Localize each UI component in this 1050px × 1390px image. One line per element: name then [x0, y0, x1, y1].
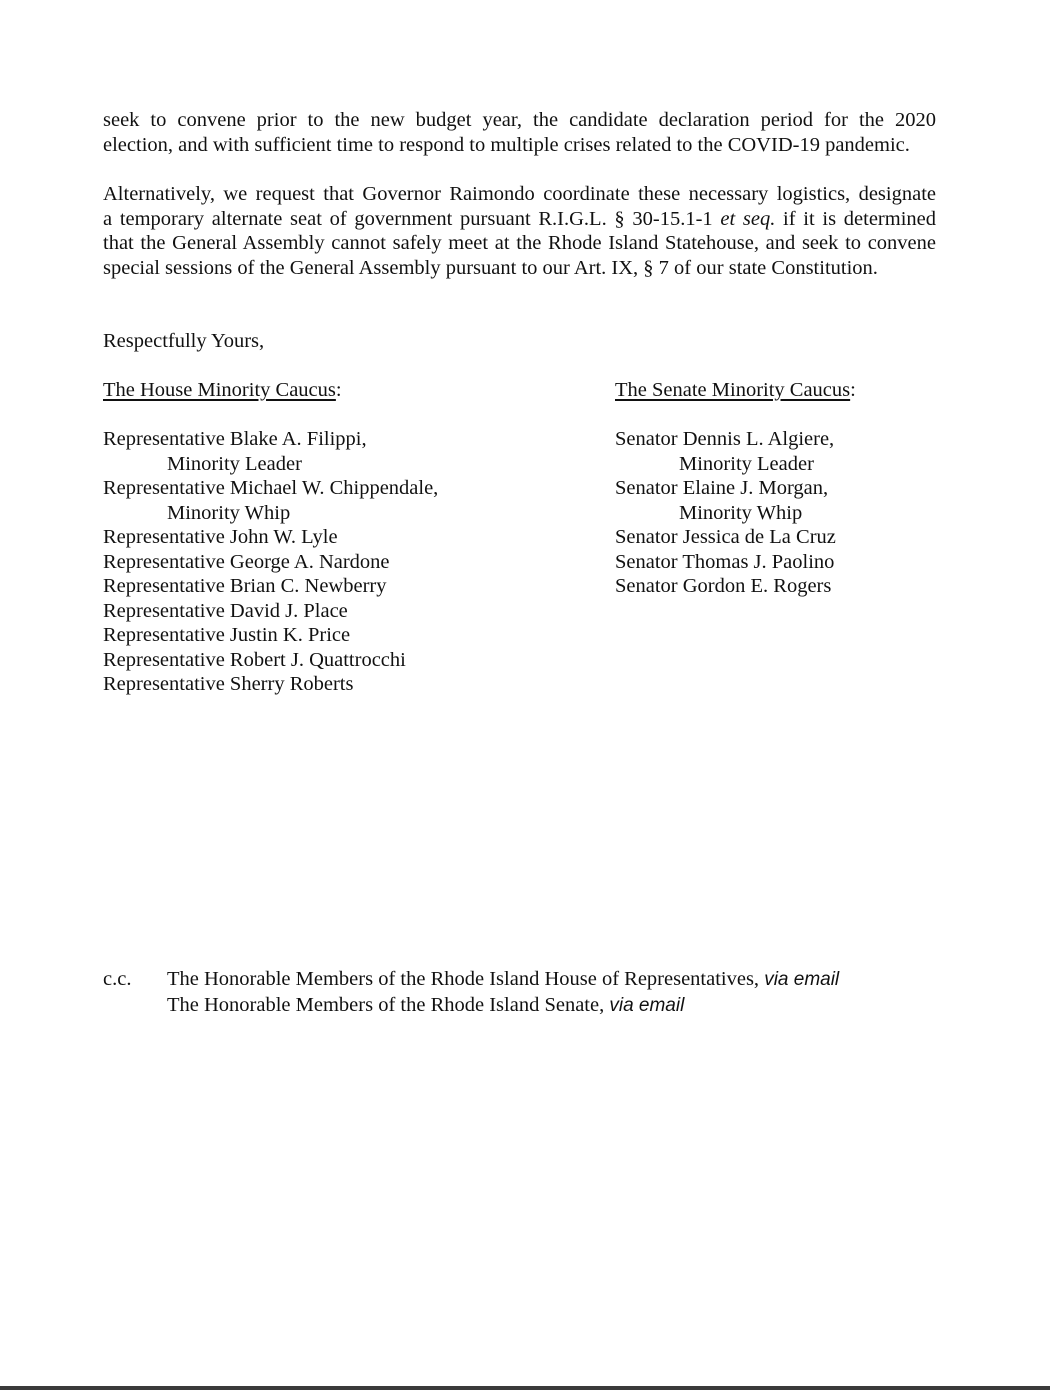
senate-caucus-block: [615, 378, 856, 599]
member-name: Representative Robert J. Quattrocchi: [103, 648, 406, 671]
paragraph-line: Alternatively, we request that Governor Raimondo coordinate these necessary logistics, designate: [103, 183, 936, 205]
member-entry: [615, 476, 856, 525]
senate-member-list: [615, 427, 856, 599]
paragraph-italic-text: et seq.: [720, 207, 776, 230]
cc-recipient-senate: [167, 993, 839, 1019]
member-name: Senator Gordon E. Rogers: [615, 575, 832, 597]
viewer-bottom-edge: [0, 1386, 1050, 1390]
member-entry: [103, 574, 438, 599]
member-name: Representative Michael W. Chippendale,: [103, 477, 439, 499]
member-name: Representative Brian C. Newberry: [103, 575, 387, 597]
member-entry: [103, 476, 438, 525]
paragraph-text: if it is determined: [775, 207, 937, 230]
house-caucus-block: [103, 378, 438, 697]
paragraph-budget-timing: [103, 108, 936, 157]
paragraph-line: [103, 207, 936, 232]
cc-via: via email: [609, 994, 685, 1016]
member-entry: [103, 623, 438, 648]
house-caucus-heading: [103, 378, 438, 403]
member-name: Senator Jessica de La Cruz: [615, 526, 836, 548]
paragraph-line: that the General Assembly cannot safely meet at the Rhode Island Statehouse, and seek to convene: [103, 232, 936, 254]
cc-via: via email: [764, 969, 840, 990]
heading-colon: :: [335, 379, 342, 401]
member-name: Representative David J. Place: [103, 599, 348, 622]
member-name: Representative George A. Nardone: [103, 550, 390, 573]
member-entry: [615, 550, 856, 575]
member-name: Representative Justin K. Price: [103, 624, 351, 646]
member-entry: [615, 427, 856, 476]
member-entry: [615, 525, 856, 550]
house-caucus-heading-text: The House Minority Caucus: [103, 379, 336, 401]
member-name: Representative Blake A. Filippi,: [103, 428, 367, 450]
member-entry: [103, 427, 438, 476]
member-entry: [103, 525, 438, 550]
member-name: Representative Sherry Roberts: [103, 673, 354, 695]
member-title: Minority Leader: [679, 452, 814, 475]
paragraph-line: seek to convene prior to the new budget year, the candidate declaration period for the 2020: [103, 109, 936, 131]
member-entry: [615, 574, 856, 599]
member-title: Minority Whip: [679, 501, 803, 524]
member-entry: [103, 648, 438, 673]
member-entry: [103, 672, 438, 697]
member-title: Minority Whip: [167, 501, 291, 524]
senate-caucus-heading: [615, 378, 856, 403]
cc-recipients: [167, 967, 839, 1018]
paragraph-alternative-request: [103, 182, 936, 280]
house-member-list: [103, 427, 438, 697]
paragraph-text: a temporary alternate seat of government pursuant R.I.G.L. § 30-15.1-1: [103, 207, 721, 230]
member-name: Senator Elaine J. Morgan,: [615, 477, 829, 499]
paragraph-line: special sessions of the General Assembly pursuant to our Art. IX, § 7 of our state Constitution.: [103, 256, 878, 279]
member-name: Representative John W. Lyle: [103, 526, 338, 548]
member-name: Senator Thomas J. Paolino: [615, 550, 835, 573]
cc-recipient-text: The Honorable Members of the Rhode Island House of Representatives,: [167, 968, 765, 990]
cc-recipient-house: [167, 967, 839, 993]
member-entry: [103, 550, 438, 575]
cc-recipient-text: The Honorable Members of the Rhode Island Senate,: [167, 993, 610, 1016]
member-entry: [103, 599, 438, 624]
cc-label: c.c.: [103, 968, 132, 990]
senate-caucus-heading-text: The Senate Minority Caucus: [615, 379, 851, 401]
paragraph-line: election, and with sufficient time to respond to multiple crises related to the COVID-19 pandemic.: [103, 133, 910, 156]
member-title: Minority Leader: [167, 452, 302, 475]
heading-colon: :: [850, 379, 856, 401]
member-name: Senator Dennis L. Algiere,: [615, 428, 835, 450]
closing-salutation: Respectfully Yours,: [103, 330, 265, 352]
